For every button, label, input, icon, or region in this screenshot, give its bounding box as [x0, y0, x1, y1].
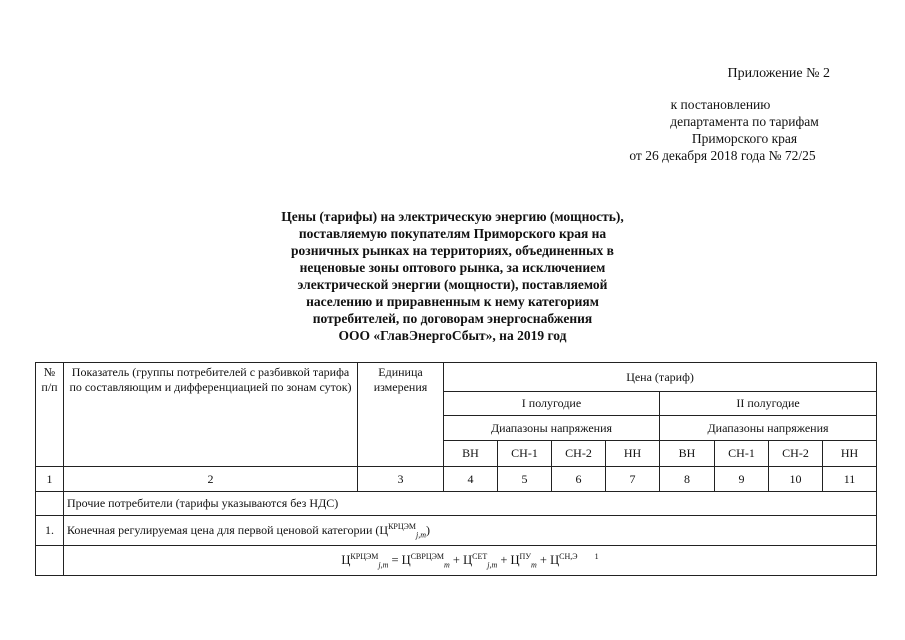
header-half-1: I полугодие — [444, 392, 660, 416]
title-line: электрической энергии (мощности), поставляемой — [297, 277, 608, 292]
tariff-table — [35, 362, 877, 576]
voltage-cell: ВН — [444, 441, 498, 467]
title-line: потребителей, по договорам энергоснабжения — [312, 311, 593, 326]
title-line: розничных рынках на территориях, объединенных в — [291, 243, 614, 258]
formula-sub: j,m — [487, 560, 498, 570]
formula-footnote: 1 — [594, 551, 599, 561]
column-number: 9 — [715, 467, 769, 492]
header-num: № п/п — [36, 363, 64, 467]
title-line: ООО «ГлавЭнергоСбыт», на 2019 год — [338, 328, 567, 343]
formula-term: + Ц — [500, 552, 520, 567]
section-num-cell — [36, 492, 64, 516]
formula-term: Ц — [341, 552, 351, 567]
column-number: 7 — [606, 467, 660, 492]
header-price: Цена (тариф) — [444, 363, 877, 392]
formula-sup: ПУ — [519, 551, 531, 561]
column-number: 8 — [660, 467, 715, 492]
formula-sub: m — [444, 560, 450, 570]
appendix-number: Приложение № 2 — [727, 66, 830, 81]
appendix-line: департамента по тарифам — [670, 114, 819, 129]
formula-sup: СВРЦЭМ — [410, 551, 444, 561]
title-line: Цены (тарифы) на электрическую энергию (мощность), — [281, 209, 624, 224]
title-line: неценовые зоны оптового рынка, за исключением — [299, 260, 606, 275]
row-label-text: Конечная регулируемая цена для первой ценовой категории (Ц — [67, 522, 389, 537]
title-line: поставляемую покупателям Приморского края на — [298, 226, 607, 241]
column-number: 2 — [64, 467, 358, 492]
formula-term: = Ц — [391, 552, 411, 567]
header-unit: Единица измерения — [358, 363, 444, 467]
formula-term: + Ц — [539, 552, 560, 567]
title-line: населению и приравненным к нему категориям — [306, 294, 599, 309]
appendix-line: к постановлению — [670, 97, 771, 112]
column-number: 6 — [552, 467, 606, 492]
price-formula — [64, 546, 877, 576]
voltage-cell: СН-1 — [498, 441, 552, 467]
header-ranges-2: Диапазоны напряжения — [660, 416, 877, 441]
voltage-cell: НН — [823, 441, 877, 467]
row-label-sup: КРЦЭМ — [388, 521, 417, 531]
section-row: Прочие потребители (тарифы указываются без НДС) — [64, 492, 877, 516]
formula-sub: j,m — [378, 560, 389, 570]
appendix-block — [560, 66, 865, 164]
header-ranges-1: Диапазоны напряжения — [444, 416, 660, 441]
header-indicator: Показатель (группы потребителей с разбивкой тарифа по составляющим и дифференциацией по зонам суток) — [64, 363, 358, 467]
voltage-cell: ВН — [660, 441, 715, 467]
voltage-cell: СН-2 — [552, 441, 606, 467]
formula-num-cell — [36, 546, 64, 576]
column-number: 11 — [823, 467, 877, 492]
row-label-sub: j,m — [416, 530, 427, 540]
column-number: 5 — [498, 467, 552, 492]
column-number: 4 — [444, 467, 498, 492]
voltage-cell: СН-1 — [715, 441, 769, 467]
column-number: 3 — [358, 467, 444, 492]
formula-sub: m — [531, 560, 537, 570]
column-number: 1 — [36, 467, 64, 492]
formula-sup: СЕТ — [472, 551, 488, 561]
column-number: 10 — [769, 467, 823, 492]
document-title — [215, 208, 690, 344]
voltage-cell: НН — [606, 441, 660, 467]
row-label — [64, 516, 877, 546]
header-half-2: II полугодие — [660, 392, 877, 416]
formula-term: + Ц — [452, 552, 473, 567]
row-number: 1. — [36, 516, 64, 546]
appendix-line: от 26 декабря 2018 года № 72/25 — [629, 148, 816, 163]
row-label-close: ) — [426, 522, 431, 537]
voltage-cell: СН-2 — [769, 441, 823, 467]
formula-sup: КРЦЭМ — [350, 551, 379, 561]
appendix-line: Приморского края — [691, 131, 798, 146]
formula-sup: СН,Э — [559, 551, 578, 561]
